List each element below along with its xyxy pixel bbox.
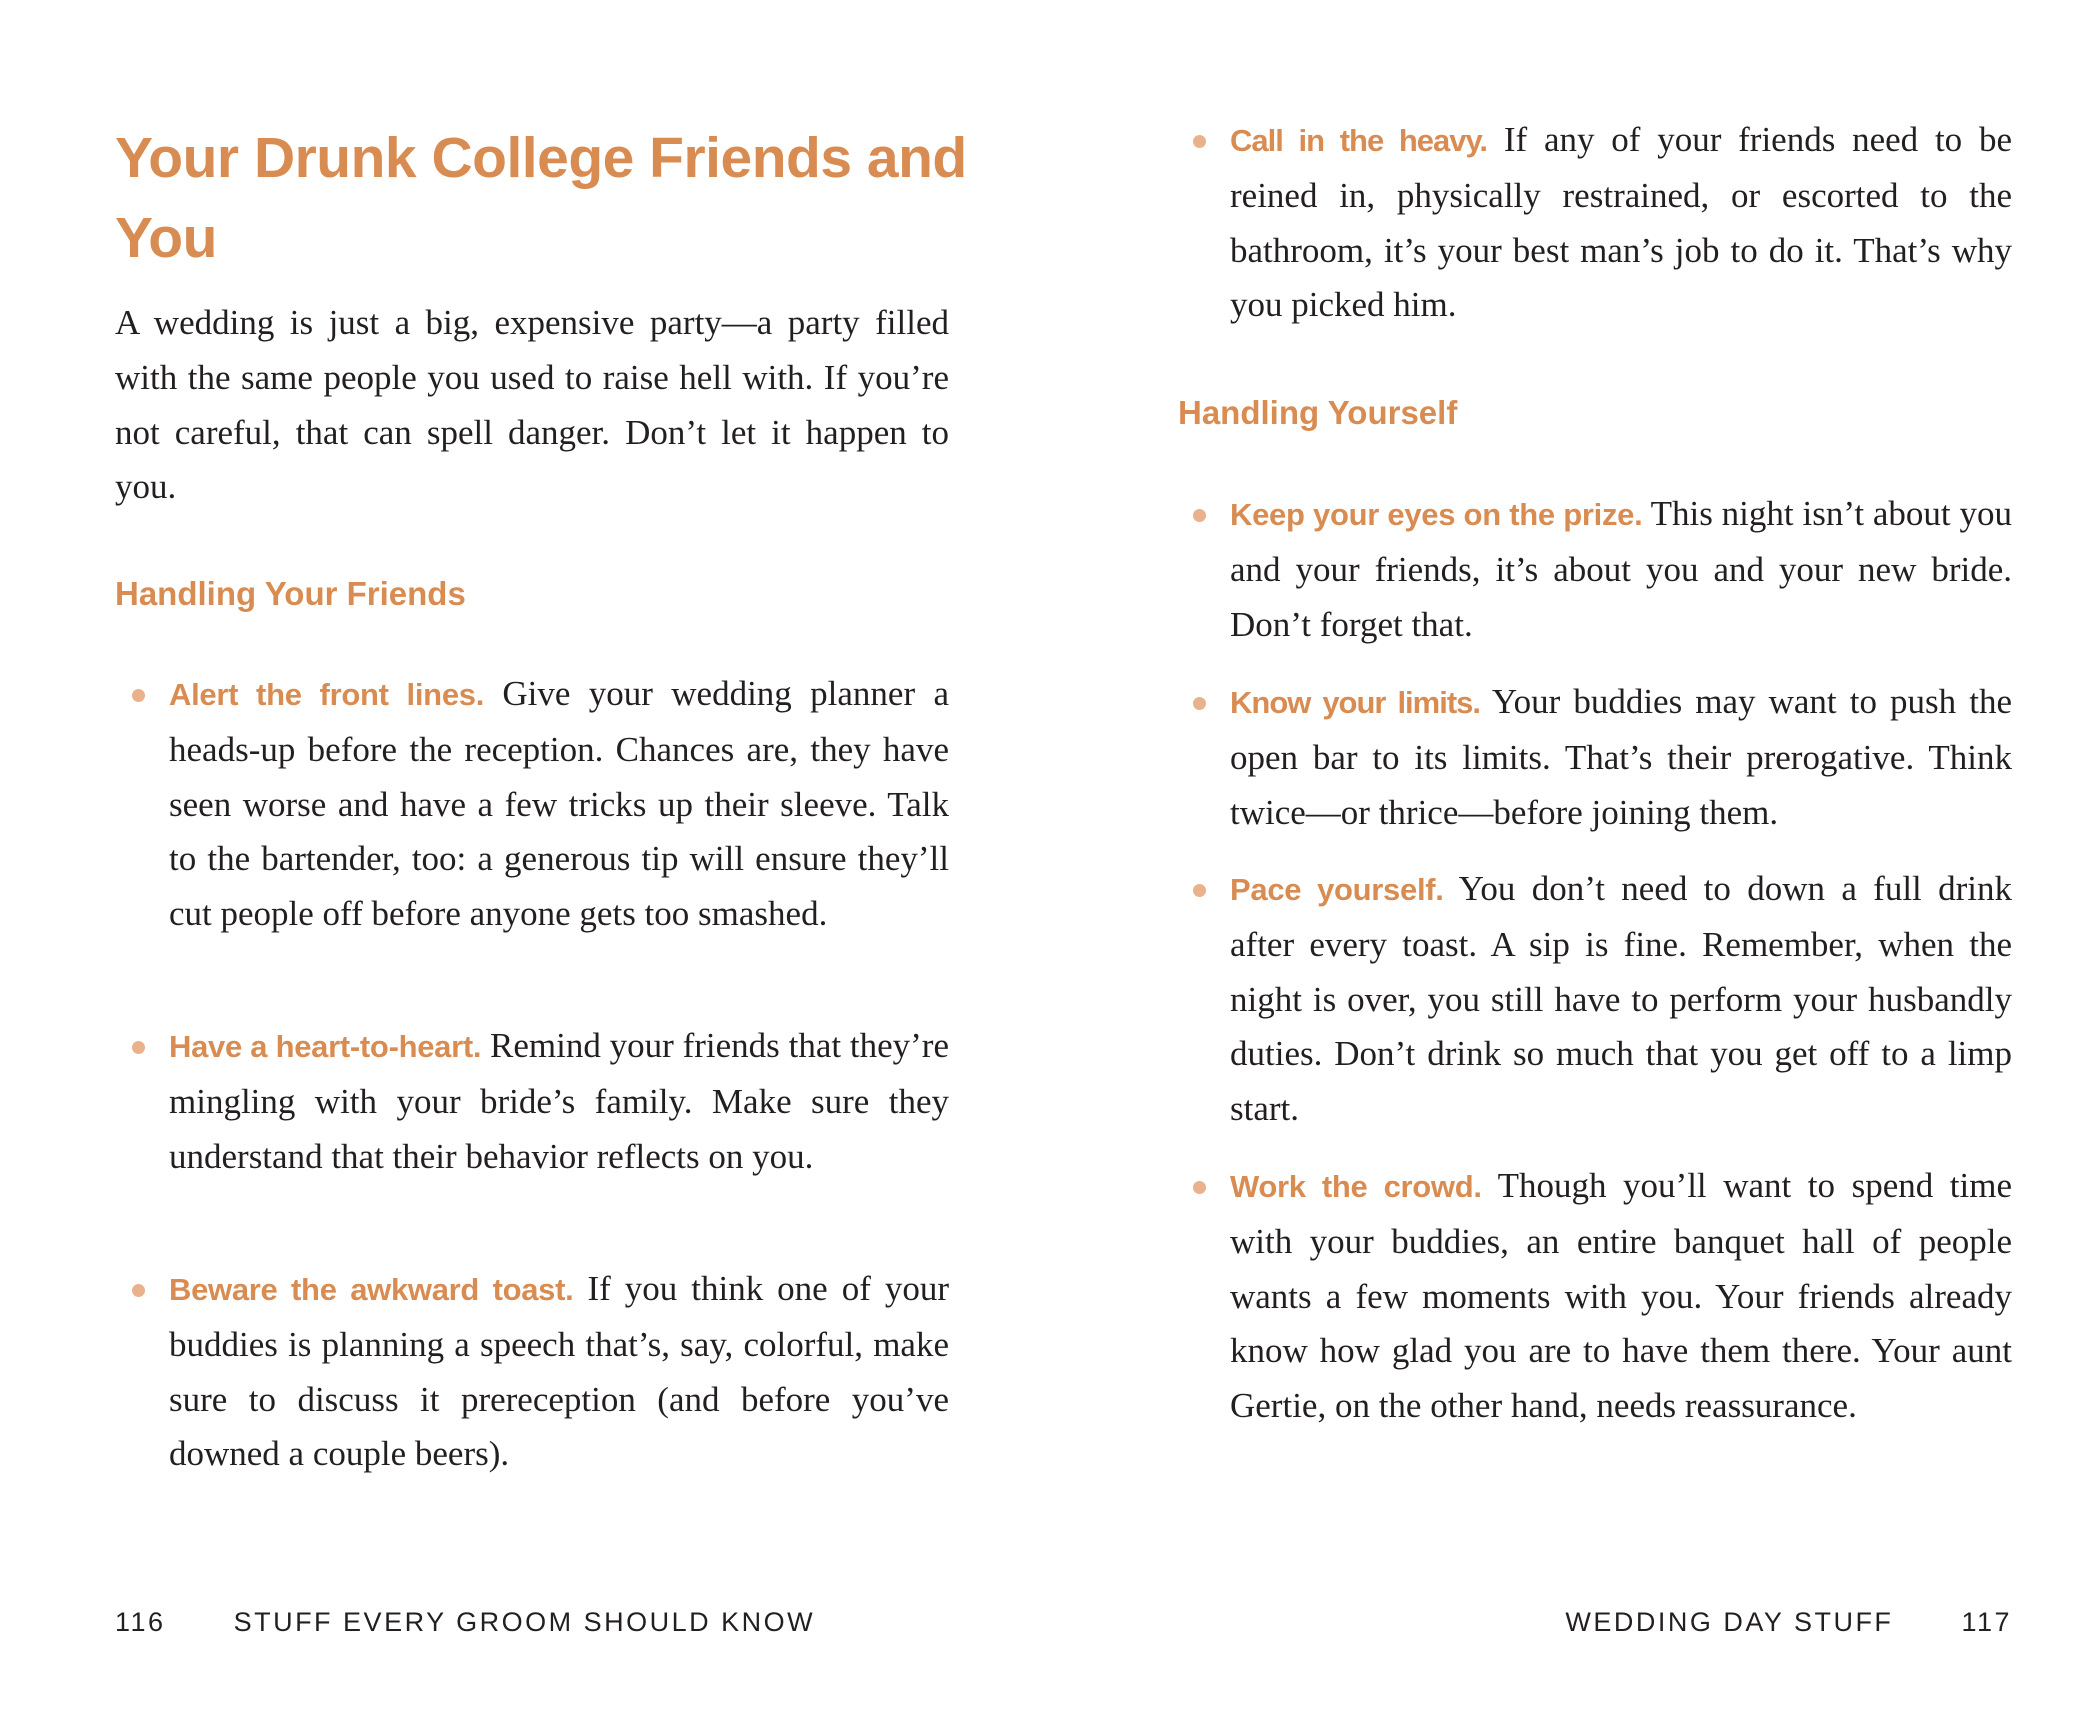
list-item-body: You don’t need to down a full drink after every toast. A sip is fine. Remember, when the night is over, you still have to perform your husbandly duties. Don’t drink so much that you get off to a limp start. <box>1230 869 2012 1129</box>
bullet-icon <box>132 1041 145 1054</box>
bullet-icon <box>1193 697 1206 710</box>
list-item-body: Your buddies may want to push the open bar to its limits. That’s their prerogative. Think twice—or thrice—before joining them. <box>1230 682 2013 832</box>
list-item <box>1191 675 2012 840</box>
running-head: WEDDING DAY STUFF <box>1565 1607 1894 1637</box>
list-item <box>1191 113 2012 333</box>
page-number: 116 <box>115 1607 166 1637</box>
bullet-icon <box>1193 1181 1206 1194</box>
list-item-text <box>1230 675 2012 840</box>
list-item-text <box>1230 113 2012 333</box>
bullet-icon <box>132 1284 145 1297</box>
list-item-body: If you think one of your buddies is planning a speech that’s, say, colorful, make sure to discuss it prereception (and before you’ve downed a couple beers). <box>169 1269 949 1474</box>
right-footer <box>1565 1605 2012 1639</box>
list-item-lead: Beware the awkward toast. <box>169 1272 574 1307</box>
list-item-lead: Have a heart-to-heart. <box>169 1029 482 1064</box>
list-item-lead: Pace yourself. <box>1230 872 1444 907</box>
list-item-lead: Know your limits. <box>1230 685 1481 720</box>
list-item-text <box>1230 487 2012 652</box>
list-item-body: Though you’ll want to spend time with your buddies, an entire banquet hall of people wants a few moments with you. Your friends already know how glad you are to have them there. Your aunt Gertie, on the other hand, needs reassurance. <box>1230 1166 2012 1426</box>
list-item-lead: Call in the heavy. <box>1230 123 1488 158</box>
list-item-text <box>169 1019 949 1184</box>
list-item <box>1191 487 2012 652</box>
list-item <box>1191 862 2012 1137</box>
list-item-body: If any of your friends need to be reined in, physically restrained, or escorted to the bathroom, it’s your best man’s job to do it. That’s why you picked him. <box>1230 120 2012 325</box>
list-item-text <box>169 1262 949 1482</box>
list-item-body: Remind your friends that they’re mingling with your bride’s family. Make sure they understand that their behavior reflects on you. <box>169 1026 949 1176</box>
list-item-body: Give your wedding planner a heads-up before the reception. Chances are, they have seen worse and have a few tricks up their sleeve. Talk to the bartender, too: a generous tip will ensure they’ll cut people off before anyone gets too smashed. <box>169 674 949 934</box>
list-item <box>130 667 949 942</box>
list-item-text <box>1230 1159 2012 1434</box>
chapter-title: Your Drunk College Friends and You <box>115 126 967 270</box>
right-page <box>1050 0 2100 1725</box>
bullet-icon <box>1193 884 1206 897</box>
section-heading-friends: Handling Your Friends <box>115 575 466 612</box>
list-item-body: This night isn’t about you and your friends, it’s about you and your new bride. Don’t forget that. <box>1230 494 2012 644</box>
page-number: 117 <box>1961 1607 2012 1637</box>
list-item <box>1191 1159 2012 1434</box>
list-item <box>130 1262 949 1482</box>
bullet-icon <box>132 689 145 702</box>
list-item <box>130 1019 949 1184</box>
list-item-text <box>1230 862 2012 1137</box>
bullet-icon <box>1193 509 1206 522</box>
section-heading-yourself: Handling Yourself <box>1178 394 1458 431</box>
bullet-icon <box>1193 135 1206 148</box>
list-item-lead: Keep your eyes on the prize. <box>1230 497 1643 532</box>
left-footer <box>115 1605 815 1639</box>
list-item-lead: Work the crowd. <box>1230 1169 1482 1204</box>
running-head: STUFF EVERY GROOM SHOULD KNOW <box>233 1607 816 1637</box>
intro-paragraph: A wedding is just a big, expensive party—a party filled with the same people you used to raise hell with. If you’re not careful, that can spell danger. Don’t let it happen to you. <box>115 303 949 507</box>
list-item-text <box>169 667 949 942</box>
list-item-lead: Alert the front lines. <box>169 677 485 712</box>
